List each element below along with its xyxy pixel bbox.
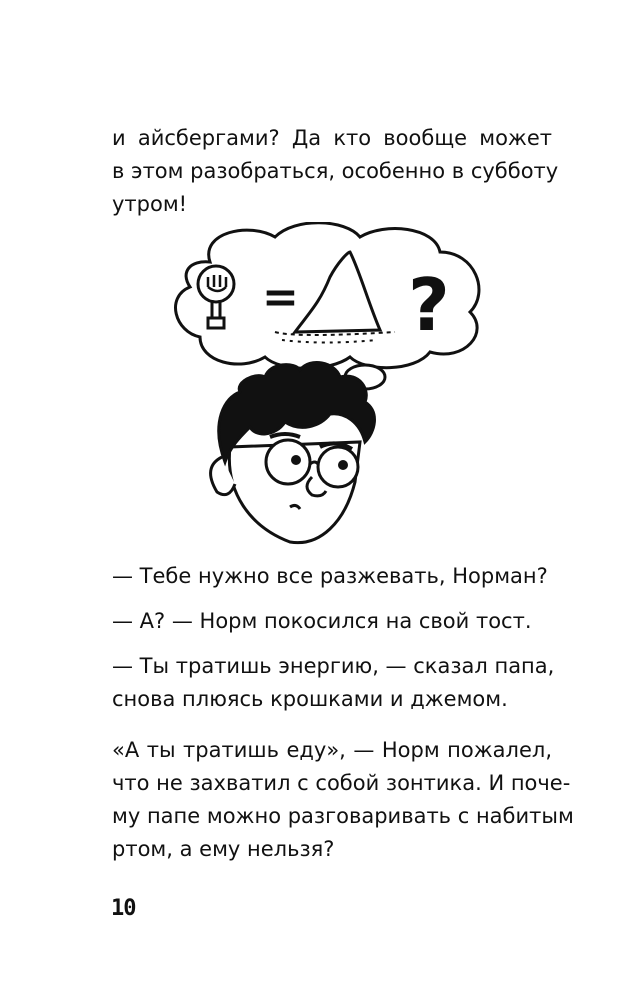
intro-paragraph xyxy=(112,122,559,221)
text-line: и айсбергами? Да кто вообще может xyxy=(112,126,552,150)
text-line: в этом разобраться, особенно в субботу xyxy=(112,159,559,183)
dialogue-4 xyxy=(112,734,574,866)
text-line: «А ты тратишь еду», — Норм пожалел, xyxy=(112,738,552,762)
thought-illustration xyxy=(170,222,500,552)
page-number: 10 xyxy=(111,896,136,921)
equals-sign: = xyxy=(262,272,299,323)
text-line: — А? — Норм покосился на свой тост. xyxy=(112,609,532,633)
dialogue-3 xyxy=(112,650,555,716)
text-line: снова плюясь крошками и джемом. xyxy=(112,687,508,711)
text-line: ртом, а ему нельзя? xyxy=(112,837,335,861)
text-line: что не захватил с собой зонтика. И поче- xyxy=(112,771,571,795)
text-line: — Ты тратишь энергию, — сказал папа, xyxy=(112,654,555,678)
dialogue-1 xyxy=(112,560,552,593)
boy-head-icon xyxy=(211,363,375,543)
question-mark: ? xyxy=(408,263,450,347)
text-line: утром! xyxy=(112,192,188,216)
text-line: — Тебе нужно все разжевать, Норман? xyxy=(112,564,548,588)
dialogue-2 xyxy=(112,605,552,638)
text-line: му папе можно разговаривать с набитым xyxy=(112,804,574,828)
